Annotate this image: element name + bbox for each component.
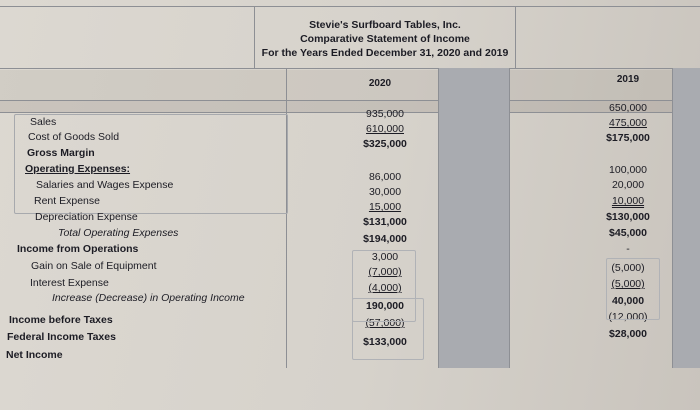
statement-title: Comparative Statement of Income [300,33,470,45]
row-label: Rent Expense [34,195,100,207]
value-2019: (5,000) [611,262,645,274]
row-label: Depreciation Expense [35,211,138,223]
grid-line [0,68,700,69]
row-label: Operating Expenses: [25,163,131,175]
grid-line [254,6,255,68]
grid-line [515,6,516,68]
column-separator [672,68,700,368]
value-2019: 40,000 [611,295,645,307]
row-label: Federal Income Taxes [7,331,116,343]
value-2019: (5,000) [611,278,645,290]
grid-line [0,100,700,101]
value-2019: $28,000 [609,328,647,340]
row-label: Income before Taxes [9,314,113,326]
company-name: Stevie's Surfboard Tables, Inc. [309,19,461,31]
grid-line [286,68,287,368]
row-label: Income from Operations [17,243,139,255]
value-2019: 20,000 [611,179,645,191]
row-label: Increase (Decrease) in Operating Income [52,292,245,304]
col-header-2019: 2019 [616,74,640,85]
value-2020: 935,000 [366,108,404,120]
row-label: Interest Expense [30,277,109,289]
value-2020: 86,000 [368,171,402,183]
value-2020: $194,000 [363,233,407,245]
value-2019: 10,000 [611,195,645,207]
value-2020: 15,000 [368,201,402,213]
value-2020: $133,000 [363,336,407,348]
value-2020: 3,000 [371,251,399,263]
value-2019: $175,000 [606,132,650,144]
col-header-2020: 2020 [368,78,392,89]
value-2019: $45,000 [609,227,647,239]
value-2020: 610,000 [366,123,404,135]
row-label: Salaries and Wages Expense [36,179,174,191]
value-2020: $131,000 [363,216,407,228]
statement-period: For the Years Ended December 31, 2020 and 2019 [261,47,509,59]
row-label: Total Operating Expenses [58,227,179,239]
value-2020: (7,000) [368,266,402,278]
grid-line [0,6,700,7]
row-label: Sales [30,116,57,128]
value-2019: 100,000 [609,164,647,176]
row-label: Gain on Sale of Equipment [31,260,157,272]
value-2020: 190,000 [366,300,404,312]
value-cell-outline [352,298,424,360]
value-2019: 650,000 [609,102,647,114]
value-2019: - [626,243,630,255]
column-separator [438,68,510,368]
value-2019: $130,000 [606,211,650,223]
row-label: Net Income [6,349,63,361]
row-label: Gross Margin [27,147,95,159]
value-2020: 30,000 [368,186,402,198]
value-cell-outline [606,258,660,320]
value-2019: (12,000) [608,311,648,323]
row-label: Cost of Goods Sold [28,131,120,143]
value-2020: (57,000) [365,317,405,329]
value-2020: (4,000) [368,282,402,294]
statement-header [258,18,512,66]
value-2020: $325,000 [363,138,407,150]
value-2019: 475,000 [609,117,647,129]
